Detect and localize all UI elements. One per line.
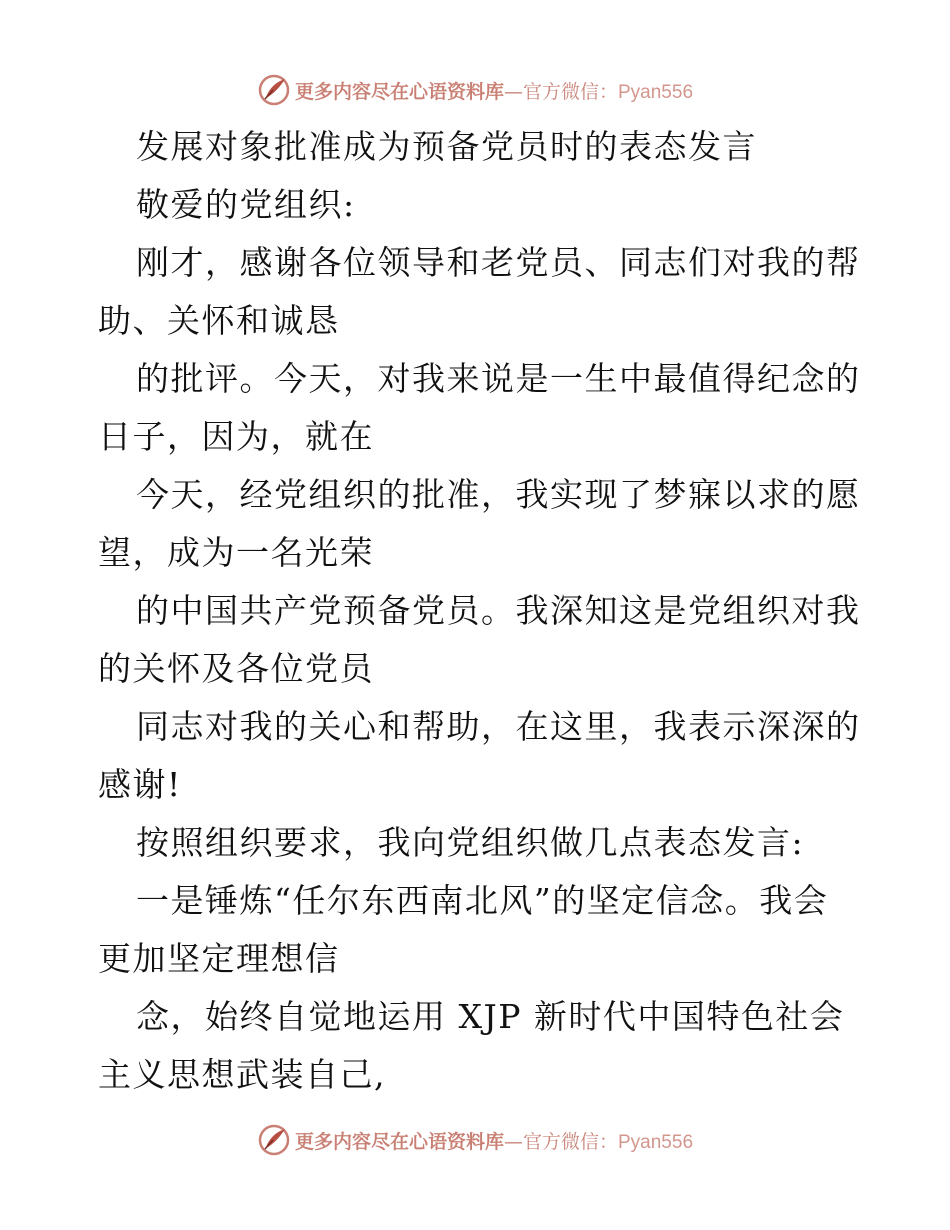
document-line: 更加坚定理想信 bbox=[98, 939, 340, 978]
feather-logo-icon bbox=[257, 73, 291, 107]
document-line: 的批评。今天，对我来说是一生中最值得纪念的 bbox=[136, 359, 861, 398]
document-line: 按照组织要求，我向党组织做几点表态发言: bbox=[136, 823, 805, 862]
watermark-text: 更多内容尽在心语资料库—官方微信：Pyan556 bbox=[294, 1130, 694, 1153]
document-line: 助、关怀和诚恳 bbox=[98, 301, 340, 340]
header-watermark bbox=[0, 70, 950, 110]
document-line: 刚才，感谢各位领导和老党员、同志们对我的帮 bbox=[136, 243, 861, 282]
document-body bbox=[98, 118, 861, 1104]
watermark-text: 更多内容尽在心语资料库—官方微信：Pyan556 bbox=[294, 80, 694, 103]
footer-watermark bbox=[0, 1120, 950, 1160]
document-line: 主义思想武装自己, bbox=[98, 1055, 386, 1094]
document-line: 一是锤炼“任尔东西南北风”的坚定信念。我会 bbox=[136, 881, 829, 920]
document-line: 敬爱的党组织: bbox=[136, 185, 356, 224]
document-line: 同志对我的关心和帮助，在这里，我表示深深的 bbox=[136, 707, 861, 746]
document-line: 念，始终自觉地运用 XJP 新时代中国特色社会 bbox=[136, 997, 845, 1036]
document-line: 望，成为一名光荣 bbox=[98, 533, 374, 572]
feather-logo-icon bbox=[257, 1123, 291, 1157]
document-line: 感谢! bbox=[98, 765, 182, 804]
document-line: 日子，因为，就在 bbox=[98, 417, 374, 456]
document-line: 今天，经党组织的批准，我实现了梦寐以求的愿 bbox=[136, 475, 861, 514]
document-line: 发展对象批准成为预备党员时的表态发言 bbox=[136, 127, 757, 166]
document-line: 的中国共产党预备党员。我深知这是党组织对我 bbox=[136, 591, 861, 630]
document-line: 的关怀及各位党员 bbox=[98, 649, 374, 688]
